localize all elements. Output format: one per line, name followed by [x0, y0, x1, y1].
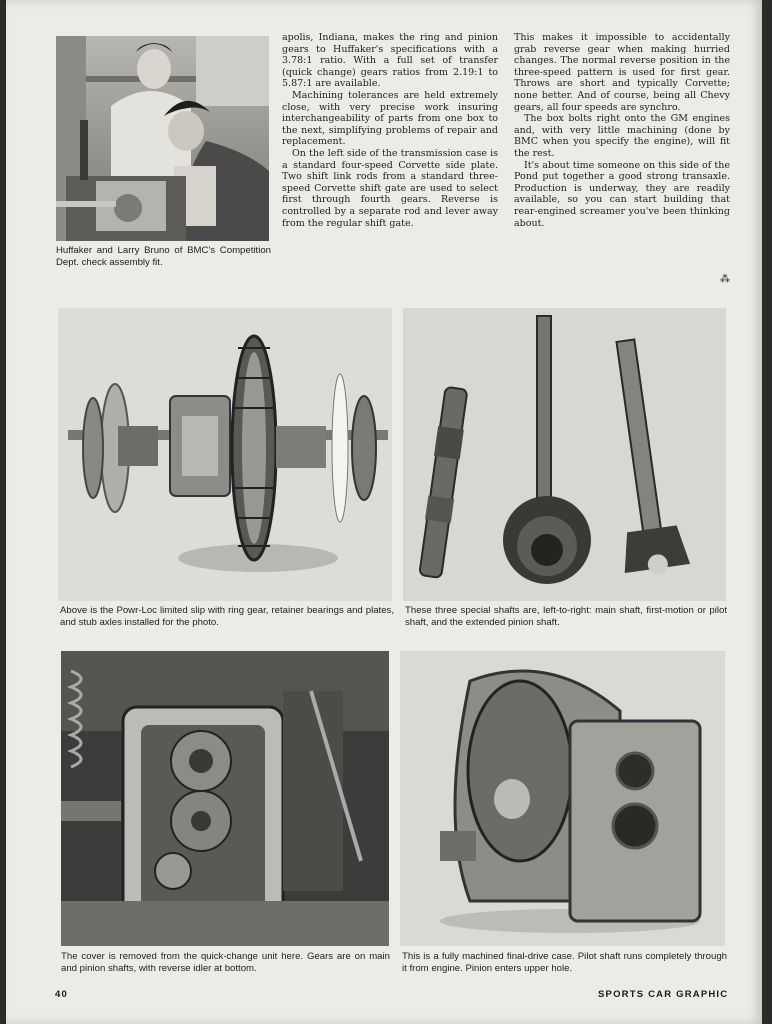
article-paragraph: apolis, Indiana, makes the ring and pinion gears to Huffaker's specifications with a 3.78:1 ratio. With a full set of transfer (quick change) gears ratios from 2.19:1 to 5.87:1 are available. — [282, 32, 498, 90]
article-end-mark: ⁂ — [720, 274, 730, 285]
article-paragraph: It's about time someone on this side of the Pond put together a good strong transaxle. Production is underway, they are readily available, so you can start building that rear-engined screamer you've been thinking about. — [514, 159, 730, 229]
shafts-photo-art — [403, 308, 726, 601]
crew-photo-art — [56, 36, 269, 241]
article-column-2 — [514, 32, 730, 229]
shafts-photo — [403, 308, 726, 601]
final-drive-case-photo-caption: This is a fully machined final-drive case. Pilot shaft runs completely through it from engine. Pinion enters upper hole. — [402, 951, 727, 974]
article-paragraph: This makes it impossible to accidentally grab reverse gear when making hurried changes. The normal reverse position in the three-speed pattern is used for first gear. Throws are short and typically Corvette; none better. And of course, being all Chevy gears, all four speeds are synchro. — [514, 32, 730, 113]
quick-change-photo — [61, 651, 389, 946]
shafts-photo-caption: These three special shafts are, left-to-right: main shaft, first-motion or pilot shaft, and the extended pinion shaft. — [405, 605, 727, 628]
article-paragraph: The box bolts right onto the GM engines and, with very little machining (done by BMC when you specify the engine), will fit the rest. — [514, 113, 730, 159]
crew-photo-caption: Huffaker and Larry Bruno of BMC's Competition Dept. check assembly fit. — [56, 245, 271, 268]
article-paragraph: On the left side of the transmission case is a standard four-speed Corvette side plate. Two shift link rods from a standard three-speed Corvette shift gate are used to select first through fourth gears. Reverse is controlled by a separate rod and lever away from the regular shift gate. — [282, 147, 498, 229]
final-drive-case-photo — [400, 651, 725, 946]
final-drive-case-photo-art — [400, 651, 725, 946]
quick-change-photo-caption: The cover is removed from the quick-change unit here. Gears are on main and pinion shafts, with reverse idler at bottom. — [61, 951, 390, 974]
differential-photo-caption: Above is the Powr-Loc limited slip with ring gear, retainer bearings and plates, and stub axles installed for the photo. — [60, 605, 394, 628]
differential-photo — [58, 308, 392, 601]
page-number: 40 — [55, 989, 68, 1000]
magazine-title: SPORTS CAR GRAPHIC — [598, 989, 729, 1000]
crew-photo — [56, 36, 269, 241]
quick-change-photo-art — [61, 651, 389, 946]
magazine-page — [6, 0, 762, 1024]
article-paragraph: Machining tolerances are held extremely close, with very precise work insuring interchangeability of parts from one box to the next, simplifying problems of repair and replacement. — [282, 89, 498, 148]
article-column-1 — [282, 32, 498, 229]
differential-photo-art — [58, 308, 392, 601]
